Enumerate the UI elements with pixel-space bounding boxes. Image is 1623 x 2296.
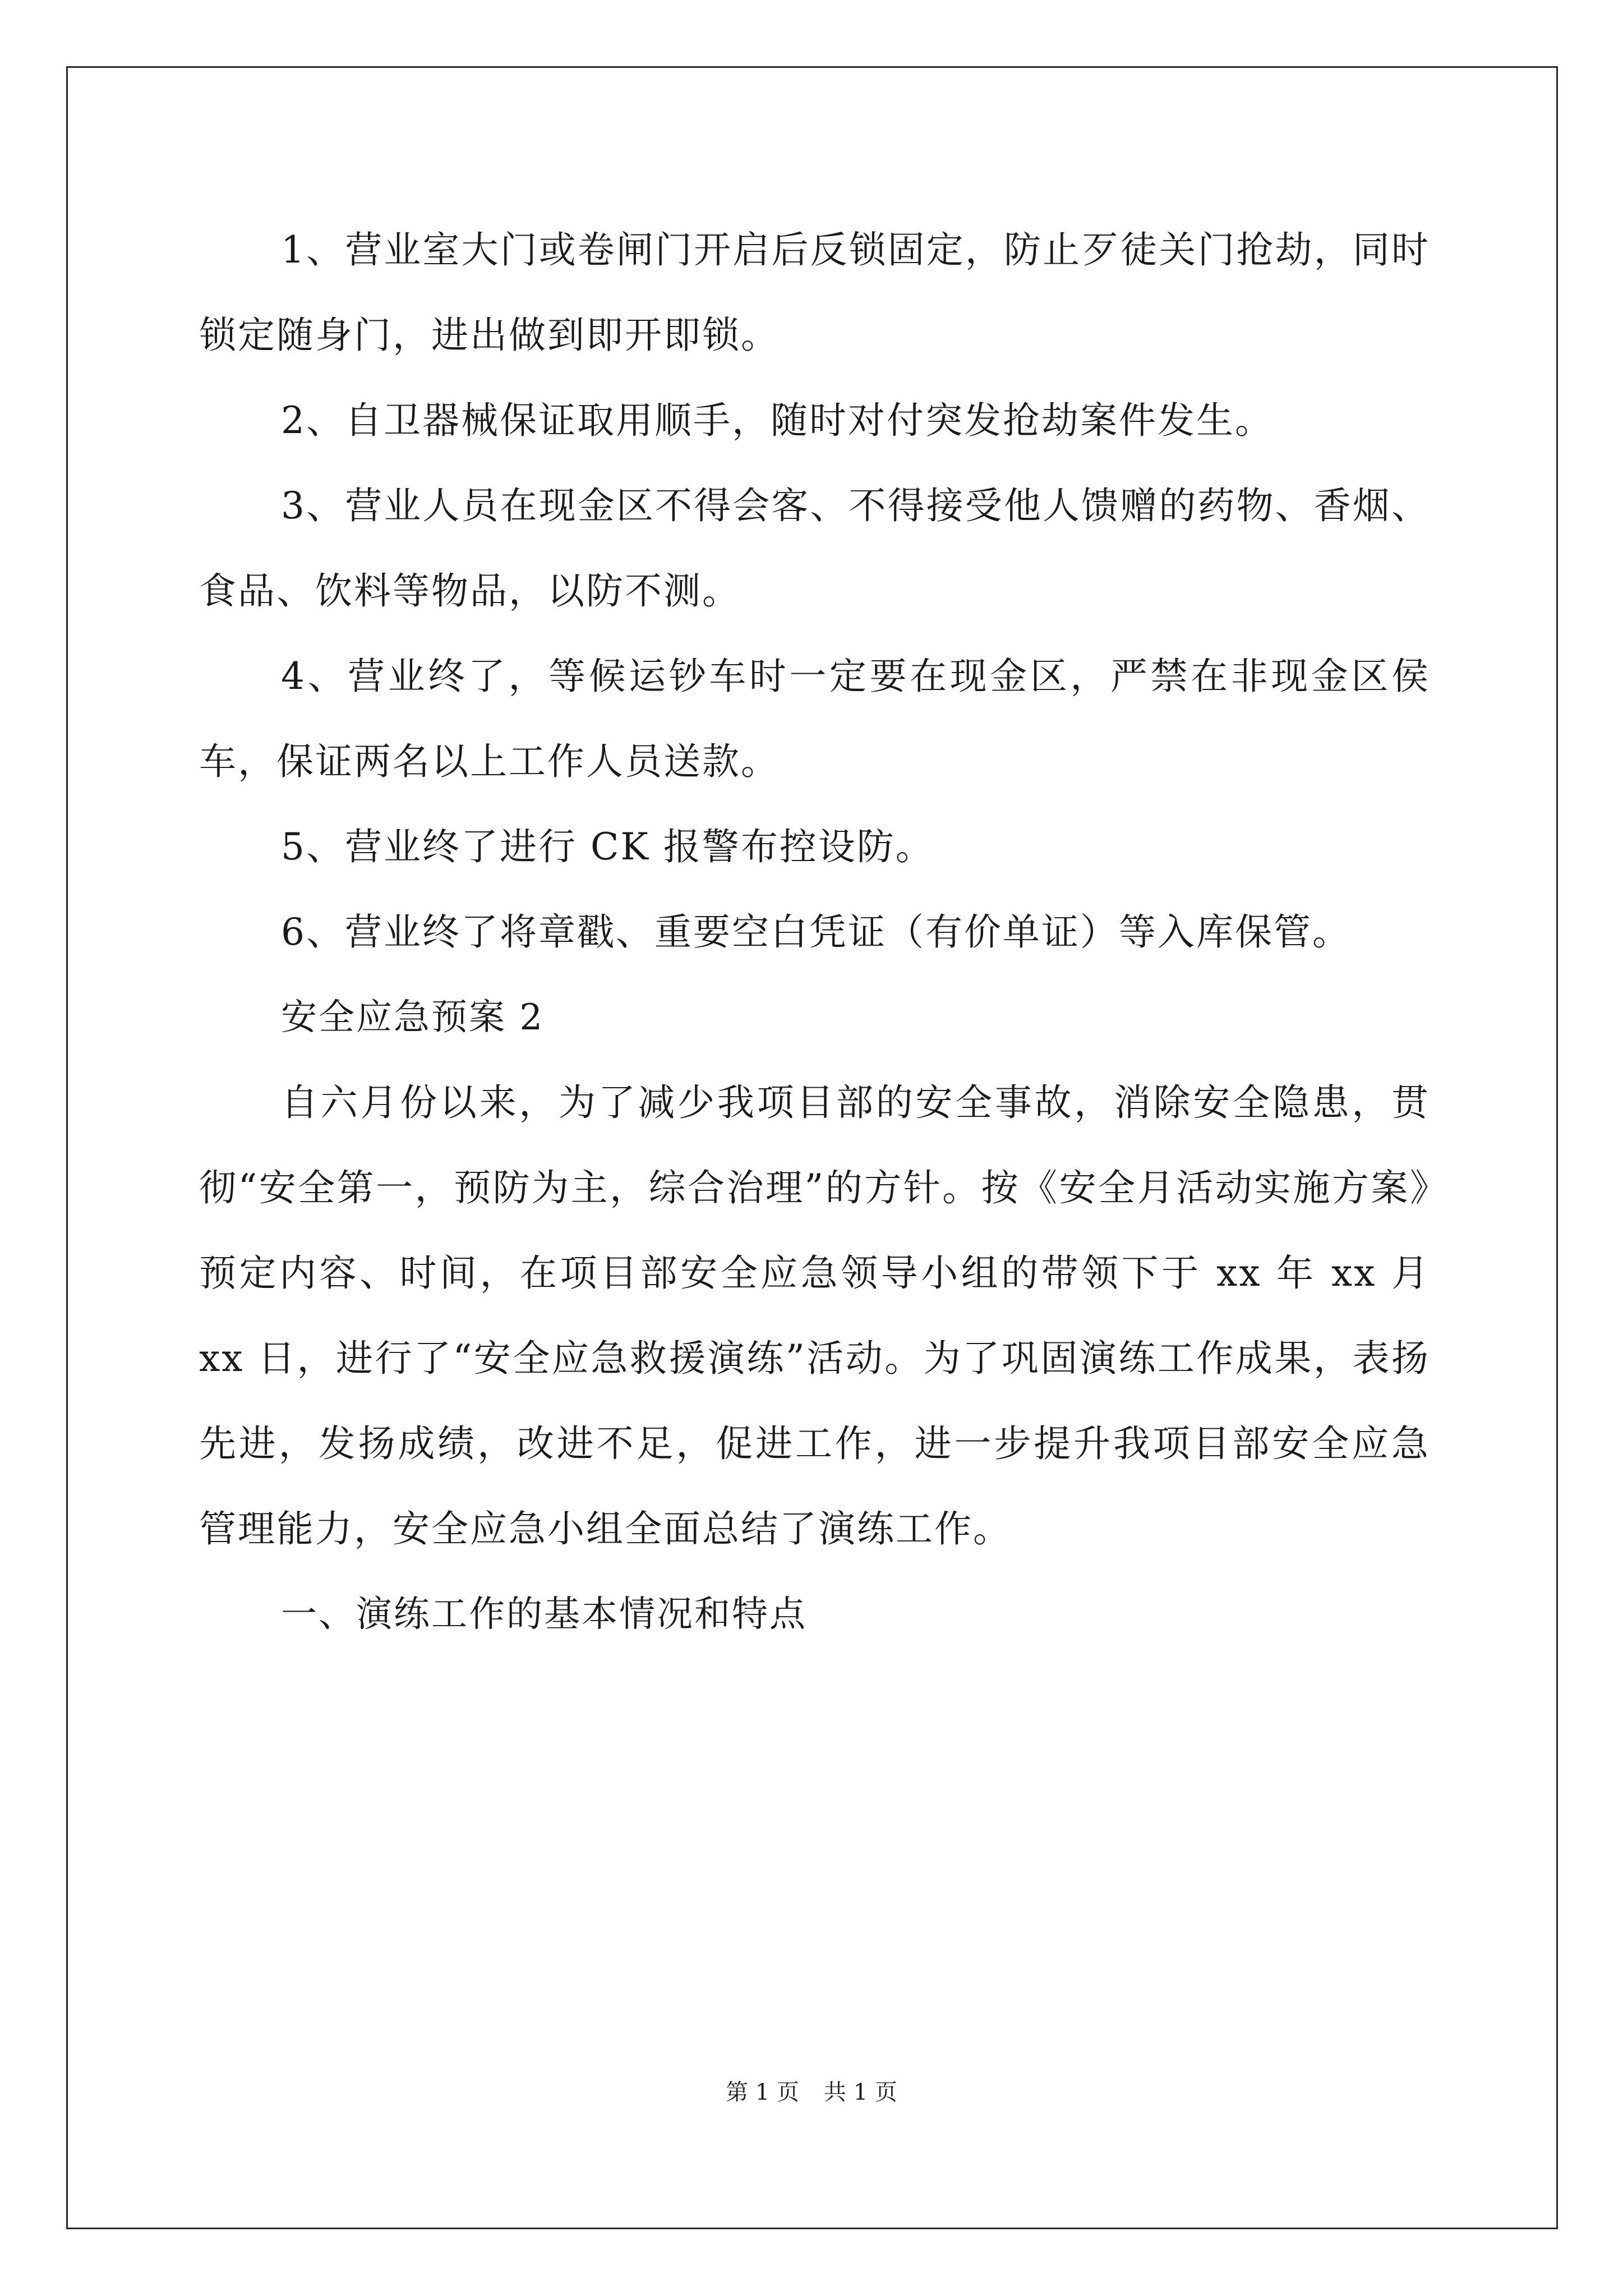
section-title-emergency-plan-2: 安全应急预案 2 [281, 997, 545, 1038]
page-total: 共 1 页 [824, 2079, 897, 2105]
paragraph-item-2: 2、自卫器械保证取用顺手，随时对付突发抢劫案件发生。 [281, 399, 1274, 442]
paragraph-item-6: 6、营业终了将章戳、重要空白凭证（有价单证）等入库保管。 [281, 910, 1351, 954]
paragraph-intro: 自六月份以来，为了减少我项目部的安全事故，消除安全隐患，贯彻“安全第一，预防为主，综合治理”的方针。按《安全月活动实施方案》预定内容、时间，在项目部安全应急领导小组的带领下于 xx 年 xx 月 xx 日，进行了“安全应急救援演练”活动。为了巩固演练工作成果，表扬先进，发扬成绩，改进不足，促进工作，进一步提升我项目部安全应急管理能力，安全应急小组全面总结了演练工作。 [199, 1081, 1430, 1550]
section-heading-1: 一、演练工作的基本情况和特点 [281, 1594, 807, 1635]
page-number: 第 1 页 [726, 2079, 799, 2105]
paragraph-item-1: 1、营业室大门或卷闸门开启后反锁固定，防止歹徒关门抢劫，同时锁定随身门，进出做到即开即锁。 [199, 228, 1430, 357]
paragraph-item-5: 5、营业终了进行 CK 报警布控设防。 [281, 825, 934, 868]
paragraph-item-3: 3、营业人员在现金区不得会客、不得接受他人馈赠的药物、香烟、食品、饮料等物品，以防不测。 [199, 484, 1430, 613]
paragraph-item-4: 4、营业终了，等候运钞车时一定要在现金区，严禁在非现金区侯车，保证两名以上工作人员送款。 [199, 655, 1430, 783]
page-footer [0, 2076, 1623, 2109]
document-body [199, 208, 1430, 1657]
